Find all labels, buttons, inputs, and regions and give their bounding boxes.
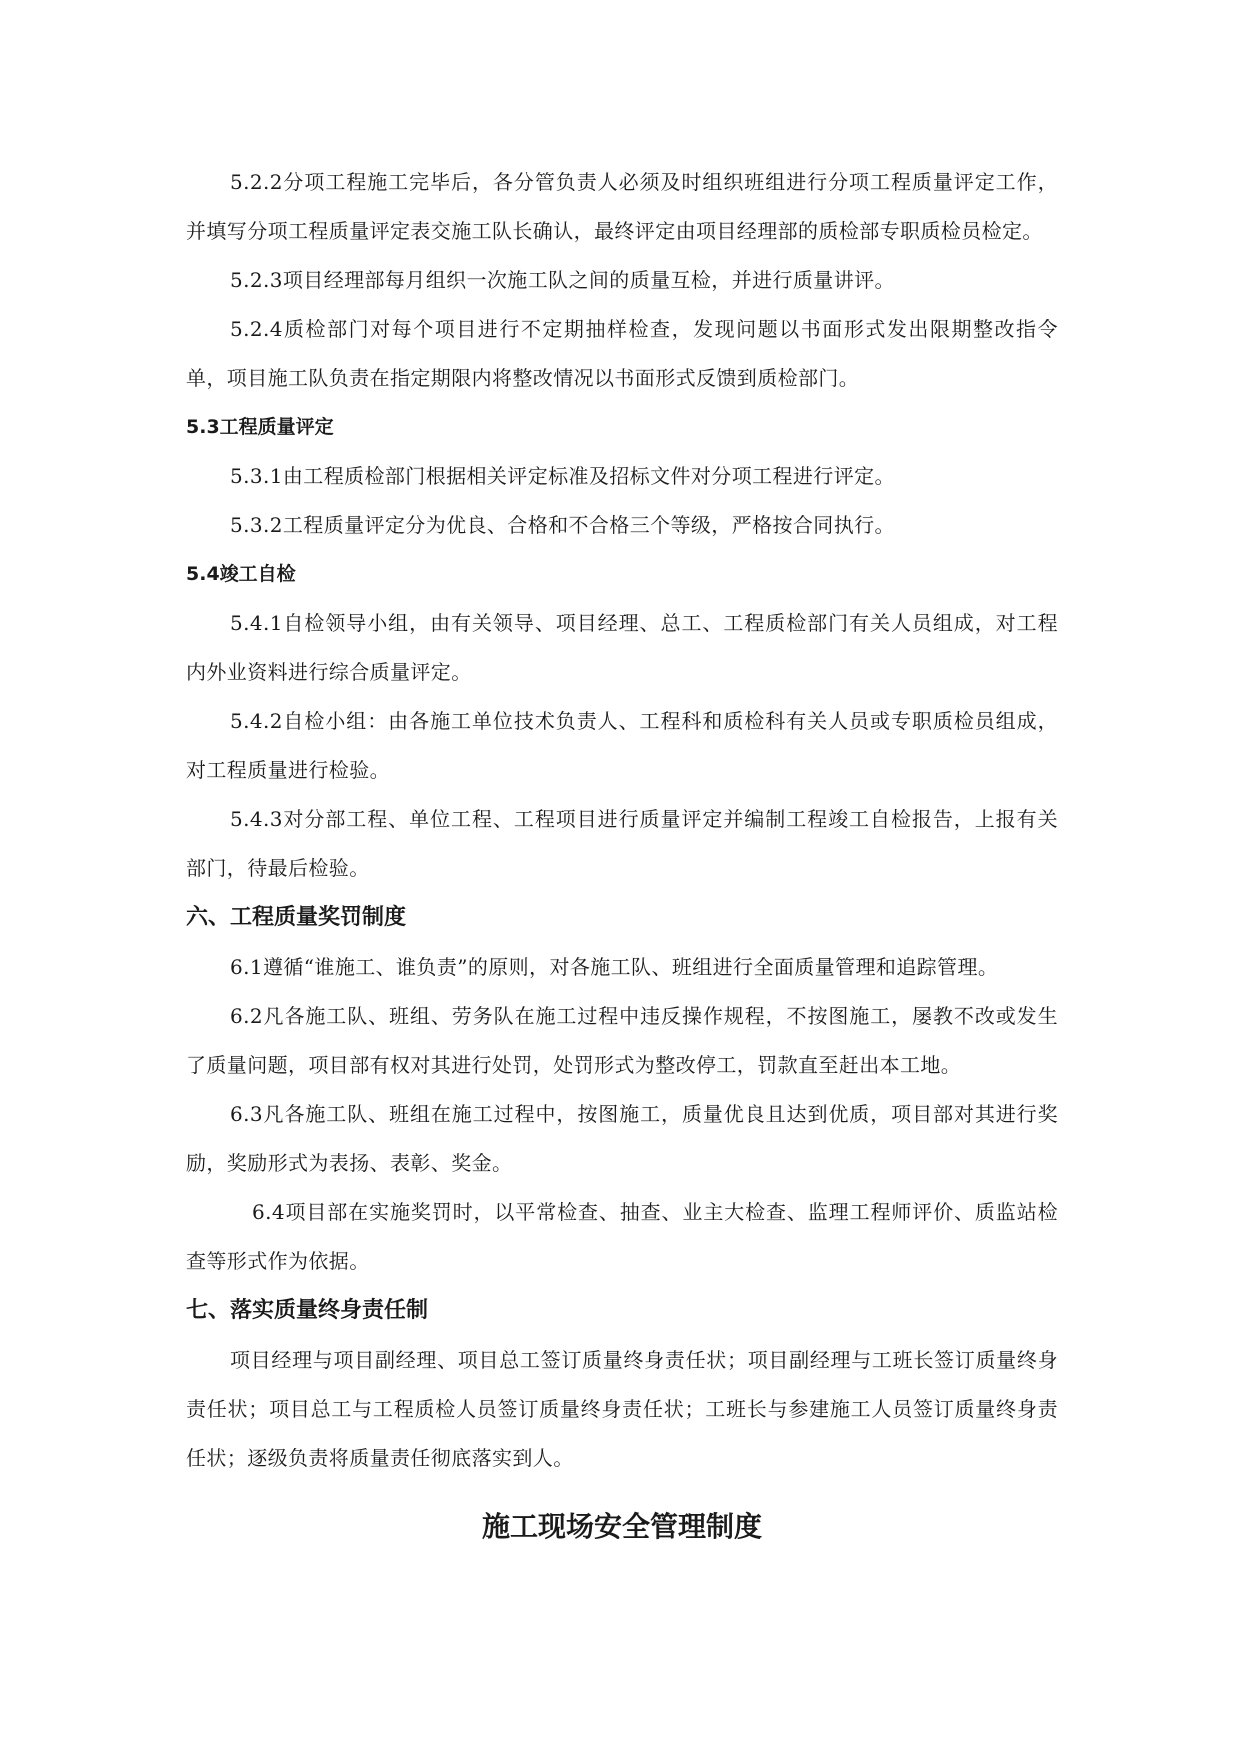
paragraph-5-4-3: 5.4.3对分部工程、单位工程、工程项目进行质量评定并编制工程竣工自检报告，上报有关部门，待最后检验。	[186, 807, 1058, 880]
heading-5-4: 5.4竣工自检	[186, 563, 296, 585]
paragraph-5-2-4: 5.2.4质检部门对每个项目进行不定期抽样检查，发现问题以书面形式发出限期整改指令单，项目施工队负责在指定期限内将整改情况以书面形式反馈到质检部门。	[186, 317, 1058, 390]
paragraph-6-2: 6.2凡各施工队、班组、劳务队在施工过程中违反操作规程，不按图施工，屡教不改或发生了质量问题，项目部有权对其进行处罚，处罚形式为整改停工，罚款直至赶出本工地。	[186, 1004, 1058, 1077]
paragraph-7: 项目经理与项目副经理、项目总工签订质量终身责任状；项目副经理与工班长签订质量终身责任状；项目总工与工程质检人员签订质量终身责任状；工班长与参建施工人员签订质量终身责任状；逐级负责将质量责任彻底落实到人。	[186, 1348, 1058, 1470]
paragraph-5-3-2: 5.3.2工程质量评定分为优良、合格和不合格三个等级，严格按合同执行。	[230, 513, 895, 537]
document-page	[186, 158, 1058, 1555]
paragraph-5-2-2: 5.2.2分项工程施工完毕后，各分管负责人必须及时组织班组进行分项工程质量评定工作，并填写分项工程质量评定表交施工队长确认，最终评定由项目经理部的质检部专职质检员检定。	[186, 170, 1058, 243]
paragraph-5-3-1: 5.3.1由工程质检部门根据相关评定标准及招标文件对分项工程进行评定。	[230, 464, 895, 488]
next-document-title: 施工现场安全管理制度	[481, 1510, 762, 1543]
section-heading-6: 六、工程质量奖罚制度	[186, 905, 407, 930]
section-heading-7: 七、落实质量终身责任制	[186, 1298, 429, 1323]
paragraph-5-2-3: 5.2.3项目经理部每月组织一次施工队之间的质量互检，并进行质量讲评。	[230, 268, 895, 292]
heading-5-3: 5.3工程质量评定	[186, 416, 334, 438]
paragraph-6-4: 6.4项目部在实施奖罚时，以平常检查、抽查、业主大检查、监理工程师评价、质监站检查等形式作为依据。	[186, 1200, 1058, 1273]
paragraph-6-1: 6.1遵循“谁施工、谁负责”的原则，对各施工队、班组进行全面质量管理和追踪管理。	[230, 955, 999, 979]
paragraph-5-4-1: 5.4.1自检领导小组，由有关领导、项目经理、总工、工程质检部门有关人员组成，对工程内外业资料进行综合质量评定。	[186, 611, 1058, 684]
paragraph-5-4-2: 5.4.2自检小组：由各施工单位技术负责人、工程科和质检科有关人员或专职质检员组成，对工程质量进行检验。	[186, 709, 1058, 782]
paragraph-6-3: 6.3凡各施工队、班组在施工过程中，按图施工，质量优良且达到优质，项目部对其进行奖励，奖励形式为表扬、表彰、奖金。	[186, 1102, 1058, 1175]
